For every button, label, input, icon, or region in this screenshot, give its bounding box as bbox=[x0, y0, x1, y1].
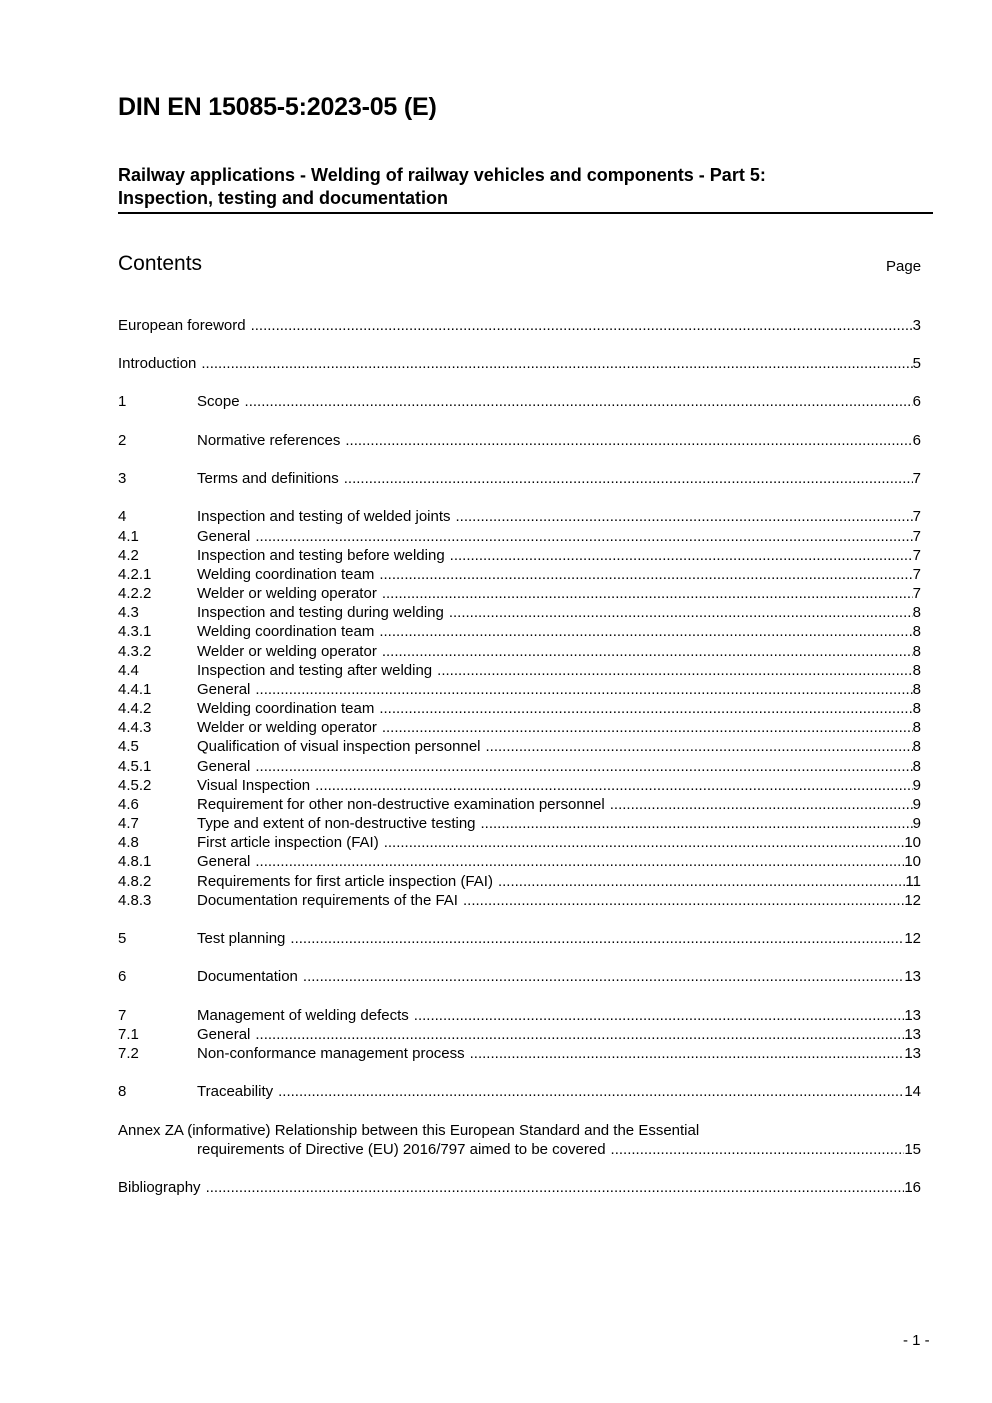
toc-entry-number: 3 bbox=[118, 470, 127, 487]
dot-leader bbox=[290, 929, 904, 948]
toc-entry-page: 7 bbox=[912, 585, 921, 602]
dot-leader bbox=[255, 1025, 904, 1044]
toc-entry-number: 4.4.2 bbox=[118, 700, 152, 717]
toc-entry-title: Inspection and testing before welding bbox=[197, 547, 445, 564]
toc-entry-page: 7 bbox=[912, 470, 921, 487]
toc-entry-number: 4.8.1 bbox=[118, 853, 152, 870]
toc-entry-page: 8 bbox=[912, 758, 921, 775]
dot-leader bbox=[315, 776, 913, 795]
toc-entry-number: 5 bbox=[118, 930, 127, 947]
toc-entry[interactable] bbox=[118, 814, 921, 833]
toc-entry-page: 12 bbox=[904, 930, 921, 947]
toc-entry[interactable] bbox=[118, 1006, 921, 1025]
toc-entry-number bbox=[118, 1140, 197, 1159]
dot-leader bbox=[255, 527, 912, 546]
toc-entry-number: 4.8.3 bbox=[118, 892, 152, 909]
toc-entry-title: requirements of Directive (EU) 2016/797 aimed to be covered bbox=[197, 1141, 606, 1158]
toc-entry[interactable] bbox=[118, 776, 921, 795]
document-id: DIN EN 15085-5:2023-05 (E) bbox=[118, 93, 437, 121]
dot-leader bbox=[486, 737, 913, 756]
toc-entry-title: Visual Inspection bbox=[197, 777, 311, 794]
toc-entry-title: General bbox=[197, 758, 251, 775]
dot-leader bbox=[382, 718, 913, 737]
dot-leader bbox=[481, 814, 913, 833]
toc-entry-page: 8 bbox=[912, 604, 921, 621]
toc-entry-page: 8 bbox=[912, 700, 921, 717]
toc-entry-title: First article inspection (FAI) bbox=[197, 834, 379, 851]
toc-entry-title: Inspection and testing after welding bbox=[197, 662, 433, 679]
dot-leader bbox=[498, 872, 905, 891]
toc-entry-page: 7 bbox=[912, 528, 921, 545]
toc-entry-annex[interactable] bbox=[118, 1140, 921, 1159]
toc-entry[interactable] bbox=[118, 699, 921, 718]
dot-leader bbox=[437, 661, 913, 680]
toc-entry-title: Introduction bbox=[118, 355, 197, 372]
toc-entry[interactable] bbox=[118, 872, 921, 891]
toc-entry-title: Requirements for first article inspection (FAI) bbox=[197, 873, 493, 890]
toc-entry[interactable] bbox=[118, 929, 921, 948]
dot-leader bbox=[611, 1140, 905, 1159]
toc-entry[interactable] bbox=[118, 565, 921, 584]
toc-entry-title: General bbox=[197, 528, 251, 545]
dot-leader bbox=[303, 967, 904, 986]
toc-entry[interactable] bbox=[118, 1025, 921, 1044]
toc-entry[interactable] bbox=[118, 833, 921, 852]
dot-leader bbox=[251, 316, 913, 335]
dot-leader bbox=[384, 833, 905, 852]
toc-entry-page: 13 bbox=[904, 1026, 921, 1043]
toc-entry-page: 8 bbox=[912, 623, 921, 640]
dot-leader bbox=[345, 431, 912, 450]
toc-entry-number: 4.3 bbox=[118, 604, 139, 621]
toc-entry-title: General bbox=[197, 681, 251, 698]
contents-heading: Contents bbox=[118, 252, 203, 275]
toc-entry[interactable] bbox=[118, 795, 921, 814]
toc-entry-number: 4.5 bbox=[118, 738, 139, 755]
toc-entry[interactable] bbox=[118, 757, 921, 776]
toc-entry-title: General bbox=[197, 1026, 251, 1043]
toc-entry[interactable] bbox=[118, 507, 921, 526]
toc-entry-page: 8 bbox=[912, 643, 921, 660]
toc-entry[interactable] bbox=[118, 603, 921, 622]
toc-entry[interactable] bbox=[118, 392, 921, 411]
toc-entry-number: 4.5.1 bbox=[118, 758, 152, 775]
toc-annex-title[interactable]: Annex ZA (informative) Relationship between this European Standard and the Essential bbox=[118, 1122, 700, 1139]
toc-entry[interactable] bbox=[118, 718, 921, 737]
toc-entry-page: 7 bbox=[912, 547, 921, 564]
dot-leader bbox=[379, 622, 912, 641]
toc-entry[interactable] bbox=[118, 431, 921, 450]
toc-entry-title: Documentation bbox=[197, 968, 298, 985]
toc-entry-page: 6 bbox=[912, 393, 921, 410]
toc-entry[interactable] bbox=[118, 584, 921, 603]
toc-entry-page: 14 bbox=[904, 1083, 921, 1100]
toc-entry-page: 13 bbox=[904, 968, 921, 985]
toc-entry-page: 3 bbox=[912, 317, 921, 334]
dot-leader bbox=[201, 354, 912, 373]
toc-entry-number: 2 bbox=[118, 432, 127, 449]
toc-entry-number: 4.3.1 bbox=[118, 623, 152, 640]
dot-leader bbox=[245, 392, 913, 411]
dot-leader bbox=[206, 1178, 905, 1197]
toc-entry-number: 4.2 bbox=[118, 547, 139, 564]
toc-entry-number: 8 bbox=[118, 1083, 127, 1100]
dot-leader bbox=[463, 891, 904, 910]
toc-entry-number: 1 bbox=[118, 393, 127, 410]
page-column-heading: Page bbox=[886, 258, 922, 275]
toc-entry-page: 16 bbox=[904, 1179, 921, 1196]
toc-entry-title: Inspection and testing during welding bbox=[197, 604, 444, 621]
toc-entry-title: Welding coordination team bbox=[197, 566, 375, 583]
toc-entry-number: 6 bbox=[118, 968, 127, 985]
toc-entry-title: Scope bbox=[197, 393, 240, 410]
toc-entry-page: 13 bbox=[904, 1007, 921, 1024]
title-line-2: Inspection, testing and documentation bbox=[118, 188, 449, 208]
dot-leader bbox=[610, 795, 913, 814]
toc-entry-number: 4.3.2 bbox=[118, 643, 152, 660]
toc-entry-title: European foreword bbox=[118, 317, 246, 334]
toc-entry-page: 6 bbox=[912, 432, 921, 449]
dot-leader bbox=[449, 603, 913, 622]
toc-entry-number: 4.4 bbox=[118, 662, 139, 679]
toc-entry-number: 4.2.2 bbox=[118, 585, 152, 602]
toc-entry-number: 4.1 bbox=[118, 528, 139, 545]
toc-entry-title: Welder or welding operator bbox=[197, 585, 377, 602]
toc-entry-page: 9 bbox=[912, 796, 921, 813]
toc-entry-number: 7.1 bbox=[118, 1026, 139, 1043]
toc-entry-number: 7 bbox=[118, 1007, 127, 1024]
toc-entry-page: 8 bbox=[912, 719, 921, 736]
toc-entry[interactable] bbox=[118, 680, 921, 699]
toc-entry[interactable] bbox=[118, 852, 921, 871]
toc-entry[interactable] bbox=[118, 527, 921, 546]
dot-leader bbox=[382, 584, 913, 603]
toc-entry-number: 4.8 bbox=[118, 834, 139, 851]
toc-entry-number: 4.7 bbox=[118, 815, 139, 832]
toc-entry-title: Documentation requirements of the FAI bbox=[197, 892, 458, 909]
dot-leader bbox=[278, 1082, 904, 1101]
toc-entry-number: 4.8.2 bbox=[118, 873, 152, 890]
dot-leader bbox=[450, 546, 913, 565]
toc-entry-title: Test planning bbox=[197, 930, 286, 947]
title-line-1: Railway applications - Welding of railway vehicles and components - Part 5: bbox=[118, 165, 766, 185]
toc-entry-page: 9 bbox=[912, 777, 921, 794]
toc-entry[interactable] bbox=[118, 546, 921, 565]
dot-leader bbox=[382, 642, 913, 661]
toc-entry-number: 4.4.3 bbox=[118, 719, 152, 736]
toc-entry[interactable] bbox=[118, 967, 921, 986]
toc-entry-number: 4.6 bbox=[118, 796, 139, 813]
toc-entry-page: 7 bbox=[912, 566, 921, 583]
toc-entry-page: 8 bbox=[912, 681, 921, 698]
dot-leader bbox=[344, 469, 913, 488]
toc-entry-title: Welder or welding operator bbox=[197, 719, 377, 736]
toc-entry[interactable] bbox=[118, 622, 921, 641]
document-title bbox=[118, 164, 933, 214]
toc-entry-title: Traceability bbox=[197, 1083, 274, 1100]
toc-entry-title: Terms and definitions bbox=[197, 470, 339, 487]
toc-entry-title: Normative references bbox=[197, 432, 341, 449]
page-number: - 1 - bbox=[903, 1332, 930, 1349]
dot-leader bbox=[255, 757, 912, 776]
toc-entry-title: Management of welding defects bbox=[197, 1007, 409, 1024]
toc-entry-number: 4.5.2 bbox=[118, 777, 152, 794]
toc-entry-number: 4.4.1 bbox=[118, 681, 152, 698]
toc-entry[interactable] bbox=[118, 1044, 921, 1063]
toc-entry-title: Inspection and testing of welded joints bbox=[197, 508, 451, 525]
toc-entry-number: 7.2 bbox=[118, 1045, 139, 1062]
toc-entry-number: 4 bbox=[118, 508, 127, 525]
toc-entry-title: Welding coordination team bbox=[197, 700, 375, 717]
dot-leader bbox=[255, 852, 904, 871]
toc-entry-page: 11 bbox=[905, 873, 921, 890]
dot-leader bbox=[379, 565, 912, 584]
toc-entry[interactable] bbox=[118, 316, 921, 335]
toc-entry-title: Type and extent of non-destructive testing bbox=[197, 815, 476, 832]
toc-entry-bibliography[interactable] bbox=[118, 1178, 921, 1197]
toc-entry-page: 15 bbox=[904, 1141, 921, 1158]
toc-entry-page: 12 bbox=[904, 892, 921, 909]
toc-entry[interactable] bbox=[118, 661, 921, 680]
toc-entry-number: 4.2.1 bbox=[118, 566, 152, 583]
toc-entry-title: Welding coordination team bbox=[197, 623, 375, 640]
toc-entry-page: 8 bbox=[912, 662, 921, 679]
toc-entry[interactable] bbox=[118, 737, 921, 756]
toc-entry-page: 8 bbox=[912, 738, 921, 755]
toc-entry-page: 7 bbox=[912, 508, 921, 525]
toc-entry-title: Requirement for other non-destructive examination personnel bbox=[197, 796, 605, 813]
toc-entry-title: Non-conformance management process bbox=[197, 1045, 465, 1062]
toc-entry-title: General bbox=[197, 853, 251, 870]
toc-entry-page: 10 bbox=[904, 853, 921, 870]
dot-leader bbox=[379, 699, 912, 718]
dot-leader bbox=[456, 507, 913, 526]
toc-entry[interactable] bbox=[118, 469, 921, 488]
toc-entry-page: 5 bbox=[912, 355, 921, 372]
toc-entry-title: Bibliography bbox=[118, 1179, 201, 1196]
dot-leader bbox=[470, 1044, 905, 1063]
toc-entry[interactable] bbox=[118, 1082, 921, 1101]
dot-leader bbox=[255, 680, 912, 699]
dot-leader bbox=[414, 1006, 905, 1025]
toc-entry[interactable] bbox=[118, 354, 921, 373]
toc-entry-title: Qualification of visual inspection personnel bbox=[197, 738, 481, 755]
toc-entry[interactable] bbox=[118, 891, 921, 910]
toc-entry[interactable] bbox=[118, 642, 921, 661]
toc-entry-page: 10 bbox=[904, 834, 921, 851]
toc-entry-page: 9 bbox=[912, 815, 921, 832]
toc-entry-title: Welder or welding operator bbox=[197, 643, 377, 660]
toc-entry-page: 13 bbox=[904, 1045, 921, 1062]
